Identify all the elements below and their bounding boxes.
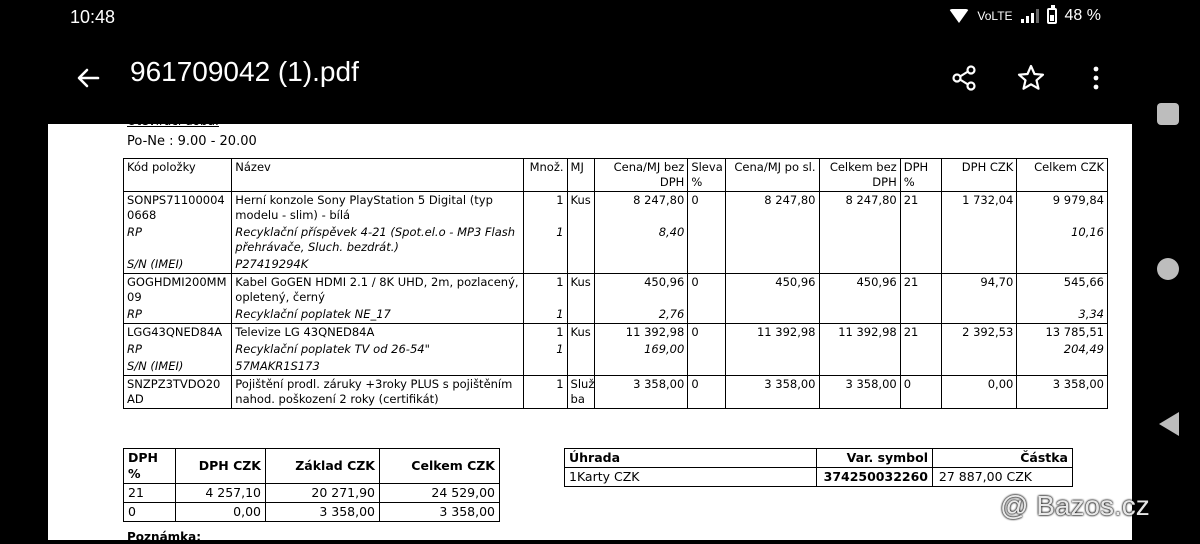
- cell-price: 8,40: [594, 224, 688, 256]
- cell-price: 8 247,80: [594, 192, 688, 225]
- navigation-bar: [1135, 0, 1200, 540]
- vat-cell: 24 529,00: [380, 484, 500, 503]
- vat-summary-table: [123, 448, 500, 522]
- cell-code: RP: [124, 224, 232, 256]
- opening-hours-label: Otevírací doba:: [127, 114, 219, 128]
- status-time: 10:48: [70, 7, 116, 27]
- table-row: [124, 358, 1108, 376]
- cell-unit: Kus: [567, 324, 594, 342]
- vat-cell: 3 358,00: [266, 503, 380, 522]
- back-arrow-icon[interactable]: [72, 62, 104, 94]
- cell-name: Recyklační poplatek TV od 26-54": [232, 341, 524, 358]
- cell-name: P27419294K: [232, 256, 524, 274]
- cell-discount: 0: [688, 376, 725, 409]
- cell-price: 2,76: [594, 306, 688, 324]
- cell-price: 3 358,00: [594, 376, 688, 409]
- cell-vat-pct: 21: [900, 274, 942, 307]
- cell-price: 11 392,98: [594, 324, 688, 342]
- cell-total-net: 11 392,98: [819, 324, 900, 342]
- status-icons: [949, 7, 1101, 25]
- cell-qty: 1: [523, 376, 567, 409]
- cell-price: 450,96: [594, 274, 688, 307]
- payment-table: [564, 448, 1073, 487]
- vat-cell: 4 257,10: [176, 484, 266, 503]
- cell-price: 169,00: [594, 341, 688, 358]
- table-row: [124, 503, 500, 522]
- cell-total: 3 358,00: [1017, 376, 1108, 409]
- col-code: Kód položky: [124, 159, 232, 192]
- note-label: Poznámka:: [127, 530, 202, 544]
- table-row: [124, 484, 500, 503]
- vat-cell: 3 358,00: [380, 503, 500, 522]
- cell-name: Recyklační poplatek NE_17: [232, 306, 524, 324]
- col-unit: MJ: [567, 159, 594, 192]
- table-row: [124, 224, 1108, 256]
- col-vat-pct: DPH %: [900, 159, 942, 192]
- volte-indicator: VoLTE: [977, 9, 1013, 23]
- col-total-net: Celkem bez DPH: [819, 159, 900, 192]
- cell-code: LGG43QNED84A: [124, 324, 232, 342]
- cell-total: 9 979,84: [1017, 192, 1108, 225]
- cell-unit: Kus: [567, 192, 594, 225]
- table-row: [124, 192, 1108, 225]
- cell-vat: 1 732,04: [942, 192, 1017, 225]
- document-title: 961709042 (1).pdf: [130, 56, 359, 87]
- cell-vat: 94,70: [942, 274, 1017, 307]
- cell-name: Pojištění prodl. záruky +3roky PLUS s pojištěním nahod. poškození 2 roky (certifikát): [232, 376, 524, 409]
- share-icon[interactable]: [948, 62, 980, 94]
- cell-name: Televize LG 43QNED84A: [232, 324, 524, 342]
- cell-name: Herní konzole Sony PlayStation 5 Digital (typ modelu - slim) - bílá: [232, 192, 524, 225]
- cell-total-net: 450,96: [819, 274, 900, 307]
- wifi-icon: [949, 9, 969, 23]
- vat-cell: 21: [124, 484, 176, 503]
- cell-unit: Služ ba: [567, 376, 594, 409]
- vat-col-vat: DPH CZK: [176, 449, 266, 484]
- vat-cell: 20 271,90: [266, 484, 380, 503]
- cell-qty: 1: [523, 274, 567, 307]
- vat-col-pct: DPH %: [124, 449, 176, 484]
- table-row: [124, 341, 1108, 358]
- cell-name: Recyklační příspěvek 4-21 (Spot.el.o - MP3 Flash přehrávače, Sluch. bezdrát.): [232, 224, 524, 256]
- vat-col-total: Celkem CZK: [380, 449, 500, 484]
- cell-qty: 1: [523, 324, 567, 342]
- col-qty: Množ.: [523, 159, 567, 192]
- col-discount: Sleva %: [688, 159, 725, 192]
- cell-name: 57MAKR1S173: [232, 358, 524, 376]
- battery-level: 48 %: [1064, 7, 1101, 24]
- cell-code: RP: [124, 341, 232, 358]
- table-row: [124, 306, 1108, 324]
- home-button[interactable]: [1157, 258, 1179, 280]
- cell-vat: 0,00: [942, 376, 1017, 409]
- vat-cell: 0,00: [176, 503, 266, 522]
- cell-total-net: 8 247,80: [819, 192, 900, 225]
- signal-icon: [1021, 9, 1039, 23]
- pay-col-method: Úhrada: [565, 449, 817, 468]
- col-total: Celkem CZK: [1017, 159, 1108, 192]
- table-row: [124, 324, 1108, 342]
- cell-discount: 0: [688, 192, 725, 225]
- pdf-page[interactable]: [48, 114, 1132, 544]
- col-price-after: Cena/MJ po sl.: [725, 159, 819, 192]
- vat-cell: 0: [124, 503, 176, 522]
- star-icon[interactable]: [1015, 62, 1047, 94]
- cell-vat-pct: 0: [900, 376, 942, 409]
- battery-icon: [1047, 8, 1057, 24]
- cell-total: 3,34: [1017, 306, 1108, 324]
- col-price: Cena/MJ bez DPH: [594, 159, 688, 192]
- status-bar: [0, 0, 1135, 36]
- cell-code: S/N (IMEI): [124, 358, 232, 376]
- cell-code: SONPS71100004 0668: [124, 192, 232, 225]
- table-row: [124, 274, 1108, 307]
- cell-name: Kabel GoGEN HDMI 2.1 / 8K UHD, 2m, pozlacený, opletený, černý: [232, 274, 524, 307]
- table-row: [565, 468, 1073, 487]
- cell-vat-pct: 21: [900, 192, 942, 225]
- cell-price-after: 3 358,00: [725, 376, 819, 409]
- cell-qty: 1: [523, 341, 567, 358]
- cell-price-after: 450,96: [725, 274, 819, 307]
- cell-discount: 0: [688, 274, 725, 307]
- pay-col-amount: Částka: [933, 449, 1073, 468]
- app-bar: [0, 36, 1135, 124]
- cell-vat: 2 392,53: [942, 324, 1017, 342]
- items-header-row: [124, 159, 1108, 192]
- cell-code: S/N (IMEI): [124, 256, 232, 274]
- table-row: [124, 256, 1108, 274]
- cell-total: 204,49: [1017, 341, 1108, 358]
- recents-button[interactable]: [1157, 103, 1179, 125]
- cell-code: SNZPZ3TVDO20 AD: [124, 376, 232, 409]
- cell-vat-pct: 21: [900, 324, 942, 342]
- cell-code: RP: [124, 306, 232, 324]
- col-name: Název: [232, 159, 524, 192]
- pay-var-symbol: 374250032260: [817, 468, 933, 487]
- vat-header-row: [124, 449, 500, 484]
- pay-amount: 27 887,00 CZK: [933, 468, 1073, 487]
- items-table: [123, 158, 1108, 409]
- cell-price-after: 8 247,80: [725, 192, 819, 225]
- cell-total: 13 785,51: [1017, 324, 1108, 342]
- cell-qty: 1: [523, 192, 567, 225]
- pay-method: 1Karty CZK: [565, 468, 817, 487]
- cell-unit: Kus: [567, 274, 594, 307]
- more-vert-icon[interactable]: [1080, 62, 1112, 94]
- pay-col-symbol: Var. symbol: [817, 449, 933, 468]
- cell-discount: 0: [688, 324, 725, 342]
- cell-code: GOGHDMI200MM 09: [124, 274, 232, 307]
- cell-price-after: 11 392,98: [725, 324, 819, 342]
- cell-qty: 1: [523, 224, 567, 256]
- cell-total: 545,66: [1017, 274, 1108, 307]
- col-vat: DPH CZK: [942, 159, 1017, 192]
- cell-total-net: 3 358,00: [819, 376, 900, 409]
- watermark: @ Bazos.cz: [1000, 490, 1150, 521]
- opening-hours: Po-Ne : 9.00 - 20.00: [127, 134, 257, 149]
- table-row: [124, 376, 1108, 409]
- payment-header-row: [565, 449, 1073, 468]
- vat-col-base: Základ CZK: [266, 449, 380, 484]
- nav-back-button[interactable]: [1159, 412, 1179, 436]
- cell-total: 10,16: [1017, 224, 1108, 256]
- cell-qty: 1: [523, 306, 567, 324]
